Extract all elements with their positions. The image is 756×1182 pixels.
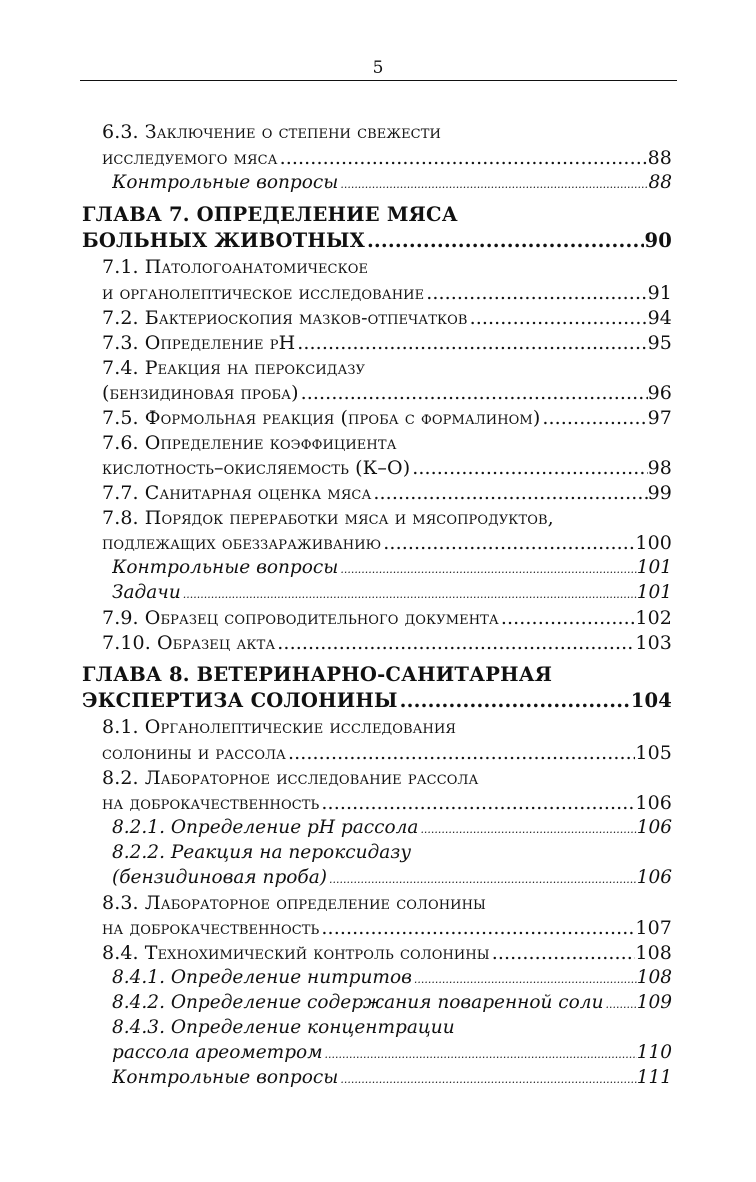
toc-entry-text: 8.1. Органолептические исследования xyxy=(102,716,457,738)
dot-leader xyxy=(319,915,635,941)
dot-leader xyxy=(299,380,648,406)
toc-entry-text: рассола ареометром xyxy=(112,1042,323,1063)
toc-section-line xyxy=(102,605,672,631)
toc-entry-text: 8.2.1. Определение pH рассола xyxy=(112,817,419,838)
toc-entry-text: 8.2. Лабораторное исследование рассола xyxy=(102,767,479,789)
toc-entry-text: солонины и рассола xyxy=(102,742,286,764)
toc-entry-text: 7.9. Образец сопроводительного документа xyxy=(102,607,499,629)
toc-subentry-line xyxy=(112,815,672,841)
dot-leader xyxy=(323,1042,637,1066)
toc-section-line xyxy=(102,254,672,280)
toc-entry-text: 7.1. Патологоанатомическое xyxy=(102,256,369,278)
toc-section-line xyxy=(102,480,672,506)
toc-chapter-line xyxy=(82,688,672,714)
toc-entry-text: 7.3. Определение pH xyxy=(102,332,296,354)
dot-leader xyxy=(412,967,637,991)
dot-leader xyxy=(603,992,636,1016)
toc-page-number: 95 xyxy=(647,332,672,354)
toc-page-number: 101 xyxy=(636,557,672,578)
toc-section-line xyxy=(102,280,672,306)
dot-leader xyxy=(181,582,637,606)
toc-page-number: 88 xyxy=(647,147,672,169)
dot-leader xyxy=(398,688,631,714)
dot-leader xyxy=(295,330,647,356)
toc-entry-text: и органолептическое исследование xyxy=(102,282,425,304)
toc-section-line xyxy=(102,119,672,145)
toc-entry-text: 7.2. Бактериоскопия мазков-отпечатков xyxy=(102,307,468,329)
toc-entry-text: ЭКСПЕРТИЗА СОЛОНИНЫ xyxy=(82,689,398,712)
toc-entry-text: ГЛАВА 8. ВЕТЕРИНАРНО-САНИТАРНАЯ xyxy=(82,663,553,686)
toc-section-line xyxy=(102,505,672,531)
toc-entry-text: 7.5. Формольная реакция (проба с формалином) xyxy=(102,407,541,429)
toc-entry-text: 8.4.1. Определение нитритов xyxy=(112,967,412,988)
dot-leader xyxy=(338,172,648,196)
toc-page-number: 96 xyxy=(647,382,672,404)
toc-subentry-line xyxy=(112,840,672,866)
toc-chapter-line xyxy=(82,228,672,254)
toc-page-number: 101 xyxy=(636,582,672,603)
dot-leader xyxy=(278,145,648,171)
toc-page-number: 106 xyxy=(636,867,672,888)
toc-chapter-line xyxy=(82,662,672,688)
toc-entry-text: подлежащих обеззараживанию xyxy=(102,532,382,554)
toc-entry-text: 8.4.3. Определение концентрации xyxy=(112,1017,455,1038)
toc-page-number: 98 xyxy=(647,457,672,479)
toc-page-number: 100 xyxy=(635,532,672,554)
toc-entry-text: 8.2.2. Реакция на пероксидазу xyxy=(112,842,412,863)
toc-section-line xyxy=(102,940,672,966)
dot-leader xyxy=(418,817,636,841)
dot-leader xyxy=(319,790,635,816)
toc-page-number: 102 xyxy=(635,607,672,629)
toc-entry-text: ГЛАВА 7. ОПРЕДЕЛЕНИЕ МЯСА xyxy=(82,203,458,226)
toc-section-line xyxy=(102,714,672,740)
dot-leader xyxy=(338,1067,636,1091)
toc-page-number: 104 xyxy=(630,689,672,712)
toc-section-line xyxy=(102,405,672,431)
dot-leader xyxy=(371,480,647,506)
toc-page-number: 90 xyxy=(644,229,672,252)
toc-entry-text: 7.8. Порядок переработки мяса и мясопродуктов, xyxy=(102,507,554,529)
dot-leader xyxy=(286,740,635,766)
dot-leader xyxy=(365,228,645,254)
toc-entry-text: (бензидиновая проба) xyxy=(102,382,299,404)
toc-entry-text: на доброкачественность xyxy=(102,792,320,814)
toc-entry-text: Контрольные вопросы xyxy=(112,557,339,578)
toc-subentry-line xyxy=(112,965,672,991)
dot-leader xyxy=(468,305,648,331)
toc-subentry-line xyxy=(112,1015,672,1041)
toc-entry-text: Контрольные вопросы xyxy=(112,172,339,193)
toc-subentry-line xyxy=(112,555,672,581)
toc-page-number: 103 xyxy=(635,632,672,654)
dot-leader xyxy=(327,867,637,891)
page-number: 5 xyxy=(372,58,384,78)
toc-entry-text: 6.3. Заключение о степени свежести xyxy=(102,121,441,143)
toc-section-line xyxy=(102,890,672,916)
toc-entry-text: 8.4.2. Определение содержания поваренной соли xyxy=(112,992,604,1013)
toc-subentry-line xyxy=(112,170,672,196)
toc-entry-text: 7.6. Определение коэффициента xyxy=(102,432,397,454)
toc-entry-text: 7.10. Образец акта xyxy=(102,632,276,654)
toc-page-number: 110 xyxy=(636,1042,672,1063)
toc-subentry-line xyxy=(112,580,672,606)
toc-entry-text: на доброкачественность xyxy=(102,917,320,939)
dot-leader xyxy=(381,530,635,556)
toc-entry-text: исследуемого мяса xyxy=(102,147,278,169)
toc-page-number: 109 xyxy=(636,992,672,1013)
toc-section-line xyxy=(102,790,672,816)
toc-page-number: 88 xyxy=(648,172,672,193)
toc-page-number: 111 xyxy=(636,1067,672,1088)
toc-section-line xyxy=(102,455,672,481)
toc-page-number: 107 xyxy=(635,917,672,939)
toc-page-number: 94 xyxy=(647,307,672,329)
toc-section-line xyxy=(102,305,672,331)
toc-page-number: 105 xyxy=(635,742,672,764)
toc-section-line xyxy=(102,765,672,791)
toc-entry-text: Контрольные вопросы xyxy=(112,1067,339,1088)
toc-entry-text: кислотность–окисляемость (К–О) xyxy=(102,457,411,479)
toc-section-line xyxy=(102,145,672,171)
toc-section-line xyxy=(102,630,672,656)
toc-entry-text: 8.3. Лабораторное определение солонины xyxy=(102,892,486,914)
toc-section-line xyxy=(102,330,672,356)
toc-subentry-line xyxy=(112,865,672,891)
toc-page-number: 108 xyxy=(636,967,672,988)
toc-subentry-line xyxy=(112,1040,672,1066)
toc-section-line xyxy=(102,380,672,406)
dot-leader xyxy=(499,605,636,631)
dot-leader xyxy=(540,405,647,431)
toc-subentry-line xyxy=(112,1065,672,1091)
toc-entry-text: БОЛЬНЫХ ЖИВОТНЫХ xyxy=(82,229,365,252)
toc-page-number: 91 xyxy=(647,282,672,304)
toc-page-number: 106 xyxy=(636,817,672,838)
toc-section-line xyxy=(102,740,672,766)
dot-leader xyxy=(410,455,647,481)
toc-section-line xyxy=(102,915,672,941)
toc-page-number: 99 xyxy=(647,482,672,504)
dot-leader xyxy=(275,630,635,656)
toc-entry-text: (бензидиновая проба) xyxy=(112,867,327,888)
toc-entry-text: 7.4. Реакция на пероксидазу xyxy=(102,357,366,379)
toc-page-number: 108 xyxy=(635,942,672,964)
toc-entry-text: 7.7. Санитарная оценка мяса xyxy=(102,482,372,504)
toc-page-number: 97 xyxy=(647,407,672,429)
toc-chapter-line xyxy=(82,202,672,228)
toc-section-line xyxy=(102,530,672,556)
dot-leader xyxy=(338,557,636,581)
toc-page-number: 106 xyxy=(635,792,672,814)
dot-leader xyxy=(424,280,647,306)
toc-section-line xyxy=(102,430,672,456)
toc-entry-text: 8.4. Технохимический контроль солонины xyxy=(102,942,490,964)
toc-section-line xyxy=(102,355,672,381)
dot-leader xyxy=(490,940,636,966)
toc-subentry-line xyxy=(112,990,672,1016)
toc-entry-text: Задачи xyxy=(112,582,181,603)
